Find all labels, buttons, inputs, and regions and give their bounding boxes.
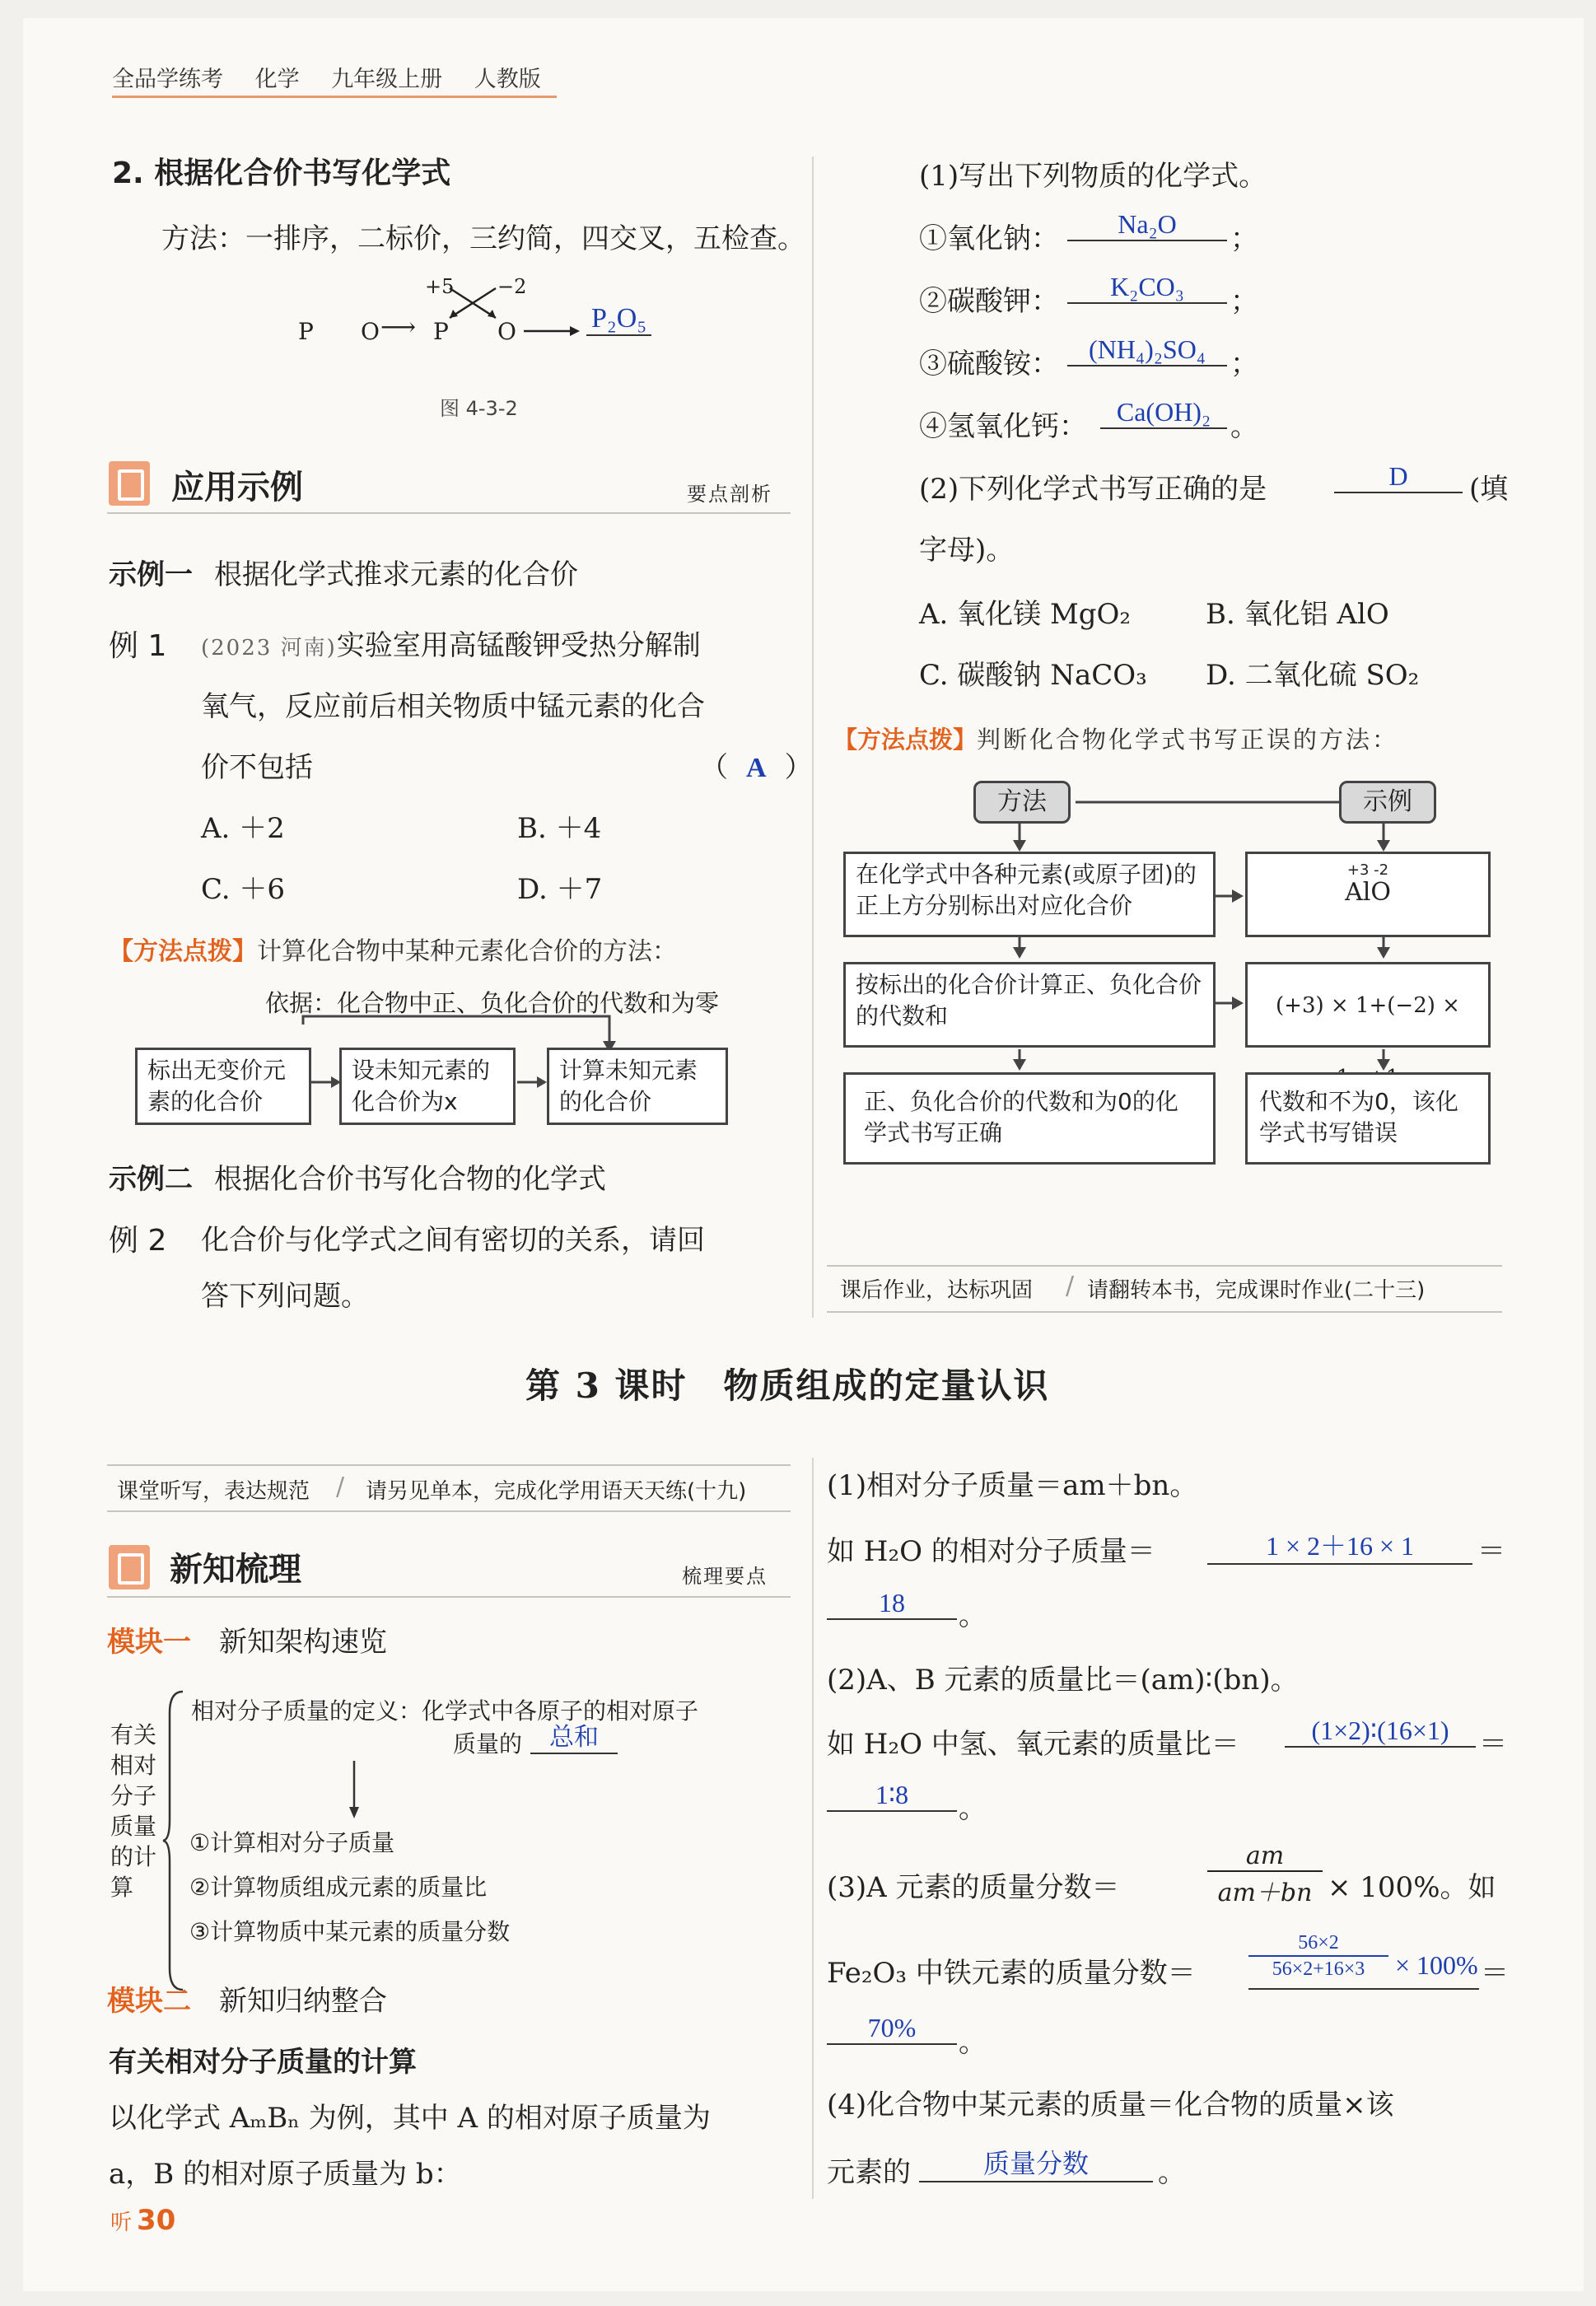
- para-line2: a，B 的相对原子质量为 b：: [109, 2158, 462, 2191]
- banner-top-rule: [107, 1464, 791, 1466]
- flow-box-1: 标出无变价元素的化合价: [135, 1048, 311, 1125]
- banner-right: 请另见单本，完成化学用语天天练(十九): [366, 1479, 747, 1504]
- tip-left-label: 【方法点拨】: [109, 937, 257, 966]
- page-number: [110, 2204, 175, 2237]
- r1-period: 。: [959, 1599, 987, 1632]
- q1-item-3-semicolon: ；: [1230, 348, 1258, 380]
- tip-right-text: 判断化合物化学式书写正误的方法：: [977, 726, 1399, 754]
- q1-title: (1)写出下列物质的化学式。: [919, 160, 1267, 193]
- r4-answer: 质量分数: [919, 2143, 1153, 2182]
- tip-right: [833, 721, 1398, 755]
- calc-item-1: ①计算相对分子质量: [189, 1829, 395, 1856]
- r1-formula: (1)相对分子质量＝am＋bn。: [827, 1469, 1198, 1502]
- tip-left-text: 计算化合物中某种元素化合价的方法：: [257, 937, 677, 966]
- subject: 化学: [254, 67, 300, 92]
- r4-period: 。: [1158, 2156, 1186, 2189]
- r3-answer-underline: [1248, 1988, 1479, 1990]
- q1-item-3: [919, 341, 1059, 381]
- q2-option-a: A. 氧化镁 MgO₂: [919, 598, 1132, 631]
- q2-line2: 字母)。: [919, 534, 1015, 567]
- q1-item-2-label: ②碳酸钾：: [919, 285, 1059, 318]
- footer-slash: /: [1066, 1272, 1075, 1300]
- q1-item-4-period: 。: [1230, 410, 1258, 443]
- q2-line1: (2)下列化学式书写正确的是: [919, 473, 1267, 506]
- q1-item-2-answer: K₂CO₃: [1067, 272, 1227, 304]
- left-brace-icon: [161, 1688, 186, 1993]
- r3-fraction: [1207, 1842, 1323, 1908]
- chart-example-1: [1245, 852, 1491, 937]
- down-arrow-icon: [346, 1759, 362, 1822]
- section-rule-new: [107, 1596, 791, 1598]
- section-tag-apply: 要点剖析: [687, 483, 772, 506]
- method-line: 方法：一排序，二标价，三约简，四交叉，五检查。: [161, 222, 805, 255]
- banner-slash: /: [336, 1473, 345, 1501]
- chart-method-1: 在化学式中各种元素(或原子团)的正上方分别标出对应化合价: [843, 852, 1216, 937]
- brace-label: 有关相对分子质量的计算: [110, 1721, 157, 1901]
- q1-item-3-answer: (NH₄)₂SO₄: [1067, 334, 1227, 366]
- basis-text: 依据：化合物中正、负化合价的代数和为零: [265, 989, 720, 1017]
- chart-example-3: 代数和不为0，该化学式书写错误: [1245, 1072, 1491, 1165]
- module-1-heading: [107, 1619, 387, 1659]
- ex2-line1: 化合价与化学式之间有密切的关系，请回: [201, 1224, 705, 1257]
- module-1-label: 模块一: [107, 1626, 191, 1659]
- footer-right: 请翻转本书，完成课时作业(二十三): [1087, 1278, 1426, 1303]
- r2-example: 如 H₂O 中氢、氧元素的质量比＝: [827, 1728, 1239, 1761]
- footer-bottom-rule: [827, 1311, 1502, 1313]
- r2-answer-2: 1∶8: [827, 1779, 957, 1812]
- q1-item-3-label: ③硫酸铵：: [919, 348, 1059, 380]
- example-heading-1: [109, 552, 578, 592]
- q2-option-b: B. 氧化铝 AlO: [1206, 598, 1389, 631]
- ex1-line2: 氧气，反应前后相关物质中锰元素的化合: [201, 690, 705, 723]
- q1-item-4-answer: Ca(OH)₂: [1100, 397, 1227, 429]
- ex1-line1-text: 实验室用高锰酸钾受热分解制: [336, 629, 701, 662]
- sub-heading: 有关相对分子质量的计算: [109, 2046, 417, 2079]
- page-number-value: 30: [137, 2204, 176, 2237]
- item2-title: 2. 根据化合价书写化学式: [112, 156, 451, 190]
- chart-method-2: 按标出的化合价计算正、负化合价的代数和: [843, 962, 1216, 1048]
- r1-answer-2: 18: [827, 1588, 957, 1620]
- q2-answer: D: [1334, 461, 1463, 493]
- r3-prefix: (3)A 元素的质量分数＝: [827, 1871, 1120, 1904]
- chart-header-example: 示例: [1339, 781, 1436, 824]
- example-heading-1-label: 示例一: [109, 558, 193, 591]
- chart-header-method: 方法: [973, 781, 1071, 824]
- q1-item-4: [919, 404, 1087, 444]
- module-2-heading: [107, 1978, 387, 2019]
- para-line1: 以化学式 AₘBₙ 为例，其中 A 的相对原子质量为: [109, 2102, 711, 2135]
- header-rule: [112, 96, 557, 98]
- valence-p: +5: [425, 275, 455, 298]
- ex1-line1: [201, 623, 701, 663]
- o-symbol-2: O: [497, 318, 516, 345]
- example-heading-2: [109, 1156, 606, 1197]
- book-icon: [109, 461, 150, 506]
- book-name: 全品学练考: [112, 67, 223, 92]
- module-2-text: 新知归纳整合: [219, 1985, 387, 2018]
- q2-option-c: C. 碳酸钠 NaCO₃: [919, 659, 1147, 692]
- q1-item-1-semicolon: ；: [1230, 222, 1258, 255]
- r3-period: 。: [959, 2026, 987, 2059]
- r3-numerator: am: [1207, 1842, 1323, 1872]
- section-title-new: 新知梳理: [170, 1551, 301, 1589]
- module-2-label: 模块二: [107, 1985, 191, 2018]
- q1-item-1: [919, 216, 1059, 256]
- ex1-line3: 价不包括: [201, 751, 313, 784]
- valence-o: −2: [497, 275, 527, 298]
- arrow-2-icon: [522, 323, 581, 339]
- p-symbol-2: P: [433, 318, 449, 345]
- r4-line1: (4)化合物中某元素的质量＝化合物的质量×该: [827, 2089, 1394, 2122]
- calc-item-2: ②计算物质组成元素的质量比: [189, 1874, 488, 1901]
- r2-formula: (2)A、B 元素的质量比＝(am)∶(bn)。: [827, 1664, 1299, 1697]
- calc-item-3: ③计算物质中某元素的质量分数: [189, 1918, 511, 1945]
- ex1-answer-bracket: （ A ）: [700, 751, 813, 784]
- module-1-text: 新知架构速览: [219, 1626, 387, 1659]
- r3-answer-post: × 100%: [1395, 1950, 1478, 1980]
- banner-left: 课堂听写，表达规范: [117, 1479, 310, 1504]
- flow-box-2: 设未知元素的化合价为x: [339, 1048, 516, 1125]
- tip-right-label: 【方法点拨】: [833, 726, 978, 754]
- flow-box-3: 计算未知元素的化合价: [547, 1048, 728, 1125]
- q2-tail: (填: [1469, 473, 1509, 506]
- r3-answer-2: 70%: [827, 2013, 957, 2045]
- definition-answer: 总和: [530, 1716, 618, 1754]
- r4-line2: 元素的: [827, 2156, 911, 2189]
- r3-answer-numerator: 56×2: [1248, 1930, 1388, 1957]
- tip-left: [109, 931, 677, 967]
- q1-item-2: [919, 278, 1059, 319]
- r2-equals: ＝: [1479, 1728, 1507, 1761]
- p-symbol-1: P: [298, 318, 314, 345]
- ex1-answer: A: [746, 753, 767, 783]
- running-header: [112, 61, 541, 93]
- lesson-title: 第 3 课时 物质组成的定量认识: [525, 1365, 1050, 1406]
- r3-denominator: am＋bn: [1217, 1879, 1313, 1907]
- q1-item-1-answer: Na₂O: [1067, 209, 1227, 241]
- page-prefix: 听: [110, 2210, 133, 2235]
- definition-line2: 质量的: [453, 1730, 523, 1758]
- q1-item-1-label: ①氧化钠：: [919, 222, 1059, 255]
- ex2-label: 例 2: [109, 1224, 167, 1258]
- chart-method-3: 正、负化合价的代数和为0的化学式书写正确: [843, 1072, 1216, 1165]
- grade: 九年级上册: [331, 67, 443, 92]
- column-divider-bottom: [812, 1458, 814, 2199]
- footer-top-rule: [827, 1265, 1502, 1267]
- chart-example-1-formula: AlO: [1345, 878, 1391, 907]
- ex1-option-a: A. ＋2: [201, 812, 285, 845]
- ex1-label: 例 1: [109, 629, 167, 663]
- example-heading-2-text: 根据化合价书写化合物的化学式: [214, 1163, 606, 1196]
- q2-option-d: D. 二氧化硫 SO₂: [1206, 659, 1420, 692]
- r3-post: × 100%。如: [1328, 1871, 1496, 1904]
- r1-answer-1: 1 × 2＋16 × 1: [1207, 1525, 1472, 1565]
- r3-equals: ＝: [1481, 1957, 1509, 1990]
- book-icon-2: [109, 1545, 150, 1589]
- section-title-apply: 应用示例: [171, 469, 303, 506]
- r2-period: 。: [959, 1792, 987, 1825]
- chart-example-2: (+3) × 1+(−2) ×: [1245, 962, 1491, 1048]
- section-tag-new: 梳理要点: [682, 1565, 768, 1588]
- r3-answer-fraction: [1248, 1930, 1388, 1982]
- cross-arrows-icon: [445, 282, 502, 323]
- ex1-option-c: C. ＋6: [201, 873, 286, 906]
- section-rule-apply: [107, 512, 791, 514]
- q1-item-2-semicolon: ；: [1230, 285, 1258, 318]
- o-symbol-1: O: [361, 318, 380, 345]
- chart-example-1-valence: +3 -2: [1346, 861, 1389, 879]
- footer-left: 课后作业，达标巩固: [840, 1278, 1034, 1303]
- ex2-line2: 答下列问题。: [201, 1280, 369, 1313]
- ex1-option-d: D. ＋7: [517, 873, 603, 906]
- r2-answer-1: (1×2)∶(16×1): [1285, 1715, 1476, 1748]
- column-divider-top: [812, 156, 814, 1318]
- arrow-1: ⟶: [380, 313, 417, 342]
- example-heading-1-text: 根据化学式推求元素的化合价: [214, 558, 578, 591]
- figure-caption: 图 4-3-2: [440, 397, 518, 420]
- ex1-option-b: B. ＋4: [517, 812, 602, 845]
- edition: 人教版: [474, 67, 541, 92]
- example-heading-2-label: 示例二: [109, 1163, 193, 1196]
- r3-answer-denominator: 56×2+16×3: [1272, 1958, 1365, 1980]
- r1-equals: ＝: [1477, 1535, 1505, 1568]
- definition-line1: 相对分子质量的定义：化学式中各原子的相对原子: [191, 1697, 699, 1725]
- result-formula: P₂O₅: [586, 303, 651, 336]
- q1-item-4-label: ④氢氧化钙：: [919, 410, 1087, 443]
- banner-bottom-rule: [107, 1510, 791, 1512]
- r1-example: 如 H₂O 的相对分子质量＝: [827, 1535, 1155, 1568]
- r3-example: Fe₂O₃ 中铁元素的质量分数＝: [827, 1957, 1196, 1990]
- ex1-source: (2023 河南): [201, 636, 337, 661]
